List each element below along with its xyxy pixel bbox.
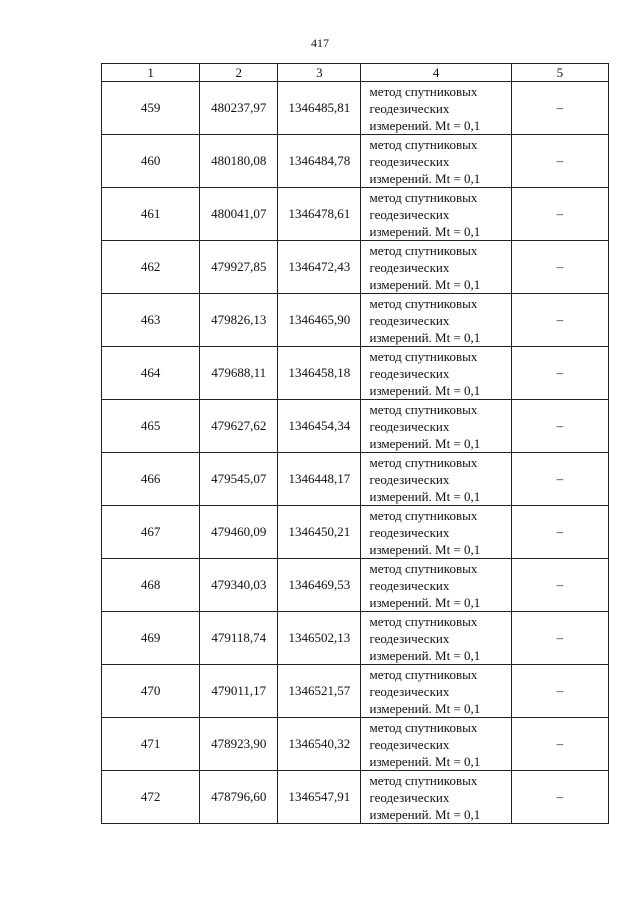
x-coordinate-cell: 479688,11 <box>200 347 278 400</box>
point-number-cell: 464 <box>102 347 200 400</box>
table-row <box>102 294 609 347</box>
note-cell: – <box>511 82 608 135</box>
method-cell: метод спутниковых геодезических измерений. Mt = 0,1 <box>361 188 511 241</box>
method-cell: метод спутниковых геодезических измерений. Mt = 0,1 <box>361 241 511 294</box>
x-coordinate-cell: 479826,13 <box>200 294 278 347</box>
method-cell: метод спутниковых геодезических измерений. Mt = 0,1 <box>361 400 511 453</box>
method-cell: метод спутниковых геодезических измерений. Mt = 0,1 <box>361 612 511 665</box>
point-number-cell: 463 <box>102 294 200 347</box>
x-coordinate-cell: 480237,97 <box>200 82 278 135</box>
table-row <box>102 453 609 506</box>
x-coordinate-cell: 478796,60 <box>200 771 278 824</box>
method-cell: метод спутниковых геодезических измерений. Mt = 0,1 <box>361 718 511 771</box>
y-coordinate-cell: 1346478,61 <box>278 188 361 241</box>
table-row <box>102 506 609 559</box>
point-number-cell: 467 <box>102 506 200 559</box>
note-cell: – <box>511 771 608 824</box>
x-coordinate-cell: 479927,85 <box>200 241 278 294</box>
point-number-cell: 461 <box>102 188 200 241</box>
y-coordinate-cell: 1346502,13 <box>278 612 361 665</box>
y-coordinate-cell: 1346485,81 <box>278 82 361 135</box>
y-coordinate-cell: 1346469,53 <box>278 559 361 612</box>
x-coordinate-cell: 479118,74 <box>200 612 278 665</box>
column-header-1: 1 <box>102 64 200 82</box>
y-coordinate-cell: 1346547,91 <box>278 771 361 824</box>
x-coordinate-cell: 480041,07 <box>200 188 278 241</box>
note-cell: – <box>511 135 608 188</box>
method-cell: метод спутниковых геодезических измерений. Mt = 0,1 <box>361 347 511 400</box>
point-number-cell: 470 <box>102 665 200 718</box>
x-coordinate-cell: 479627,62 <box>200 400 278 453</box>
point-number-cell: 472 <box>102 771 200 824</box>
table-body <box>102 82 609 824</box>
note-cell: – <box>511 241 608 294</box>
y-coordinate-cell: 1346448,17 <box>278 453 361 506</box>
note-cell: – <box>511 294 608 347</box>
y-coordinate-cell: 1346540,32 <box>278 718 361 771</box>
table-row <box>102 188 609 241</box>
point-number-cell: 465 <box>102 400 200 453</box>
method-cell: метод спутниковых геодезических измерений. Mt = 0,1 <box>361 771 511 824</box>
x-coordinate-cell: 478923,90 <box>200 718 278 771</box>
column-header-3: 3 <box>278 64 361 82</box>
point-number-cell: 466 <box>102 453 200 506</box>
y-coordinate-cell: 1346465,90 <box>278 294 361 347</box>
x-coordinate-cell: 480180,08 <box>200 135 278 188</box>
point-number-cell: 459 <box>102 82 200 135</box>
method-cell: метод спутниковых геодезических измерений. Mt = 0,1 <box>361 506 511 559</box>
coordinates-table <box>101 63 609 824</box>
method-cell: метод спутниковых геодезических измерений. Mt = 0,1 <box>361 453 511 506</box>
point-number-cell: 468 <box>102 559 200 612</box>
note-cell: – <box>511 400 608 453</box>
x-coordinate-cell: 479460,09 <box>200 506 278 559</box>
y-coordinate-cell: 1346521,57 <box>278 665 361 718</box>
note-cell: – <box>511 612 608 665</box>
table-header-row <box>102 64 609 82</box>
table-row <box>102 347 609 400</box>
note-cell: – <box>511 718 608 771</box>
x-coordinate-cell: 479011,17 <box>200 665 278 718</box>
y-coordinate-cell: 1346484,78 <box>278 135 361 188</box>
note-cell: – <box>511 559 608 612</box>
column-header-4: 4 <box>361 64 511 82</box>
y-coordinate-cell: 1346472,43 <box>278 241 361 294</box>
point-number-cell: 469 <box>102 612 200 665</box>
table-row <box>102 241 609 294</box>
point-number-cell: 471 <box>102 718 200 771</box>
y-coordinate-cell: 1346450,21 <box>278 506 361 559</box>
note-cell: – <box>511 347 608 400</box>
table-row <box>102 771 609 824</box>
method-cell: метод спутниковых геодезических измерений. Mt = 0,1 <box>361 665 511 718</box>
column-header-5: 5 <box>511 64 608 82</box>
method-cell: метод спутниковых геодезических измерений. Mt = 0,1 <box>361 294 511 347</box>
method-cell: метод спутниковых геодезических измерений. Mt = 0,1 <box>361 559 511 612</box>
column-header-2: 2 <box>200 64 278 82</box>
note-cell: – <box>511 453 608 506</box>
table-row <box>102 718 609 771</box>
page-number: 417 <box>311 36 329 50</box>
y-coordinate-cell: 1346458,18 <box>278 347 361 400</box>
table-row <box>102 135 609 188</box>
point-number-cell: 462 <box>102 241 200 294</box>
y-coordinate-cell: 1346454,34 <box>278 400 361 453</box>
note-cell: – <box>511 188 608 241</box>
table-row <box>102 82 609 135</box>
x-coordinate-cell: 479340,03 <box>200 559 278 612</box>
table-row <box>102 612 609 665</box>
method-cell: метод спутниковых геодезических измерений. Mt = 0,1 <box>361 82 511 135</box>
table-row <box>102 400 609 453</box>
table-row <box>102 665 609 718</box>
table-row <box>102 559 609 612</box>
x-coordinate-cell: 479545,07 <box>200 453 278 506</box>
method-cell: метод спутниковых геодезических измерений. Mt = 0,1 <box>361 135 511 188</box>
note-cell: – <box>511 665 608 718</box>
point-number-cell: 460 <box>102 135 200 188</box>
note-cell: – <box>511 506 608 559</box>
